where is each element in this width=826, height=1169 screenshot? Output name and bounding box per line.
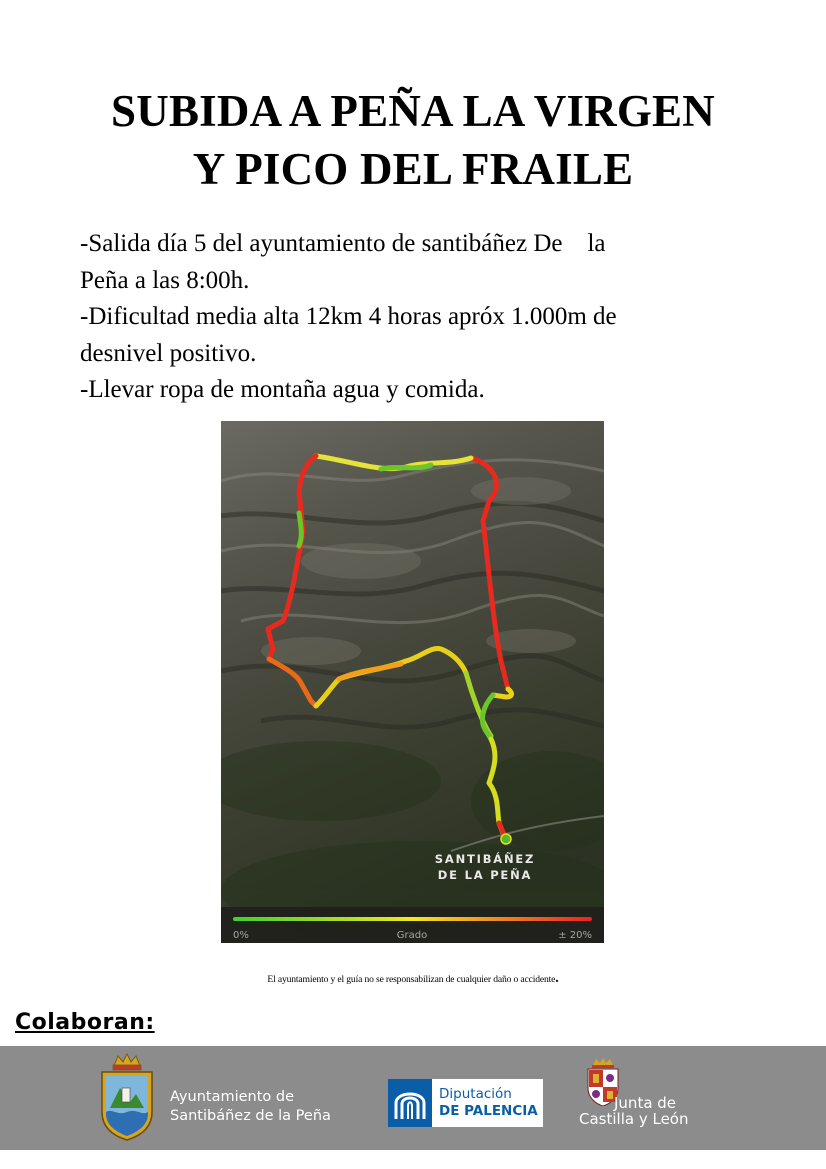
legend-mid-label: Grado bbox=[396, 930, 428, 941]
diputacion-arch-icon bbox=[388, 1079, 432, 1127]
junta-line-1: Junta de bbox=[614, 1094, 677, 1112]
sponsor-junta bbox=[578, 1046, 708, 1150]
place-label-line-2: DE LA PEÑA bbox=[437, 868, 533, 882]
info-line-5: -Llevar ropa de montaña agua y comida. bbox=[80, 376, 485, 404]
start-point-marker bbox=[501, 834, 511, 844]
sponsor-ayuntamiento bbox=[96, 1046, 356, 1150]
sponsor-band bbox=[0, 1046, 826, 1150]
diputacion-line-2: DE PALENCIA bbox=[439, 1103, 538, 1119]
info-line-4: desnivel positivo. bbox=[80, 339, 257, 367]
disclaimer-dot: . bbox=[555, 971, 559, 986]
info-line-2: Peña a las 8:00h. bbox=[80, 266, 250, 294]
title-line-2: Y PICO DEL FRAILE bbox=[192, 144, 634, 194]
grade-legend-bar bbox=[233, 917, 592, 921]
junta-line-2: Castilla y León bbox=[579, 1110, 689, 1128]
colaboran-heading: Colaboran: bbox=[15, 1010, 155, 1035]
ayuntamiento-line-1: Ayuntamiento de bbox=[170, 1089, 295, 1105]
page-title bbox=[0, 82, 826, 198]
place-label-line-1: SANTIBÁÑEZ bbox=[434, 852, 536, 866]
route-map-image bbox=[221, 421, 604, 943]
diputacion-line-1: Diputación bbox=[439, 1086, 512, 1102]
coat-of-arms-santibanez-icon bbox=[96, 1052, 158, 1142]
legend-min-label: 0% bbox=[233, 930, 249, 941]
ayuntamiento-line-2: Santibáñez de la Peña bbox=[170, 1108, 331, 1124]
route-map bbox=[221, 421, 604, 943]
legend-max-label: ± 20% bbox=[558, 930, 592, 941]
disclaimer bbox=[0, 971, 826, 987]
info-line-3: -Dificultad media alta 12km 4 horas apróx 1.000m de bbox=[80, 303, 617, 331]
event-info bbox=[80, 226, 760, 409]
title-line-1: SUBIDA A PEÑA LA VIRGEN bbox=[111, 86, 715, 136]
info-line-1: -Salida día 5 del ayuntamiento de santibáñez De la bbox=[80, 230, 606, 257]
disclaimer-text: El ayuntamiento y el guía no se responsabilizan de cualquier daño o accidente bbox=[267, 974, 556, 985]
sponsor-diputacion bbox=[388, 1079, 543, 1127]
